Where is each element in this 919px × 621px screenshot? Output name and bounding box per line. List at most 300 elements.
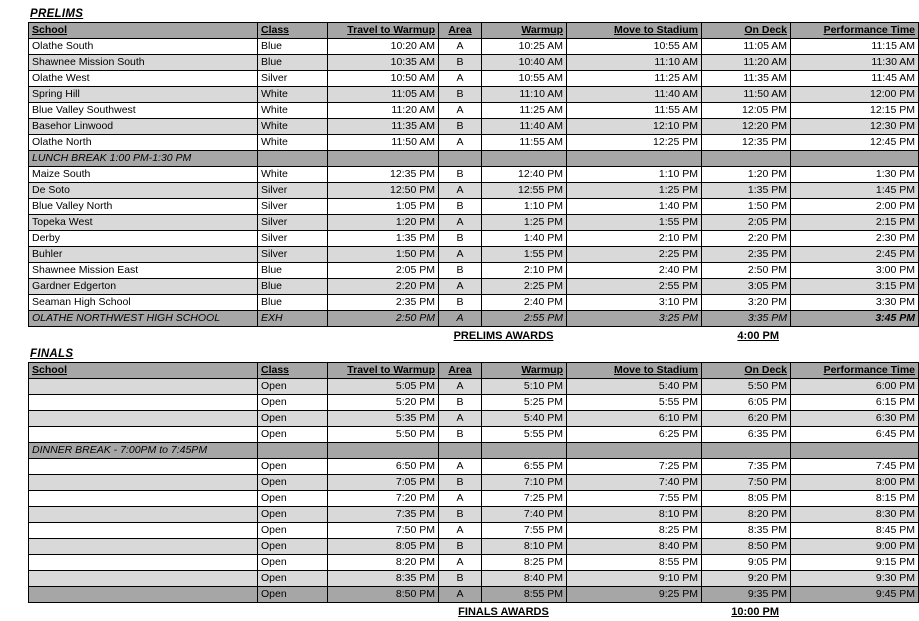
cell-class: Open — [258, 475, 328, 491]
cell-class: Silver — [258, 231, 328, 247]
cell-area: B — [439, 55, 482, 71]
cell-area: B — [439, 539, 482, 555]
finals-header-row — [29, 363, 919, 379]
table-row — [29, 571, 919, 587]
cell-performance-time: 9:15 PM — [791, 555, 919, 571]
column-header-warmup: Warmup — [482, 363, 567, 379]
column-header-move-to-stadium: Move to Stadium — [567, 363, 702, 379]
cell-on-deck: 2:05 PM — [702, 215, 791, 231]
finals-table-body — [29, 363, 919, 603]
cell-warmup: 8:55 PM — [482, 587, 567, 603]
cell-warmup: 2:40 PM — [482, 295, 567, 311]
cell-school: Basehor Linwood — [29, 119, 258, 135]
cell-performance-time: 9:00 PM — [791, 539, 919, 555]
table-row — [29, 379, 919, 395]
cell-travel-to-warmup: 11:05 AM — [328, 87, 439, 103]
cell-on-deck: 9:05 PM — [702, 555, 791, 571]
cell-warmup: 11:55 AM — [482, 135, 567, 151]
cell-on-deck: 8:50 PM — [702, 539, 791, 555]
cell-travel-to-warmup: 7:35 PM — [328, 507, 439, 523]
cell-performance-time: 3:45 PM — [791, 311, 919, 327]
cell-on-deck: 7:50 PM — [702, 475, 791, 491]
cell-class: Blue — [258, 279, 328, 295]
cell-travel-to-warmup: 2:05 PM — [328, 263, 439, 279]
cell-school — [29, 475, 258, 491]
cell-class: Blue — [258, 295, 328, 311]
cell-on-deck: 8:35 PM — [702, 523, 791, 539]
cell-area: A — [439, 587, 482, 603]
cell-warmup: 8:25 PM — [482, 555, 567, 571]
table-row — [29, 523, 919, 539]
finals-table — [28, 362, 919, 603]
cell-school: Topeka West — [29, 215, 258, 231]
cell-warmup: 7:25 PM — [482, 491, 567, 507]
cell-school — [29, 411, 258, 427]
cell-on-deck: 3:35 PM — [702, 311, 791, 327]
cell-travel-to-warmup: 11:50 AM — [328, 135, 439, 151]
cell-class: White — [258, 87, 328, 103]
cell-class: Blue — [258, 263, 328, 279]
cell-warmup: 2:55 PM — [482, 311, 567, 327]
cell-area: A — [439, 491, 482, 507]
cell-on-deck: 2:35 PM — [702, 247, 791, 263]
cell-class: Open — [258, 555, 328, 571]
break-row — [29, 151, 919, 167]
cell-move-to-stadium — [567, 443, 702, 459]
table-row — [29, 427, 919, 443]
cell-class: Silver — [258, 215, 328, 231]
cell-on-deck: 11:35 AM — [702, 71, 791, 87]
cell-area: B — [439, 295, 482, 311]
cell-move-to-stadium: 2:25 PM — [567, 247, 702, 263]
cell-performance-time: 8:00 PM — [791, 475, 919, 491]
cell-performance-time — [791, 443, 919, 459]
cell-performance-time: 6:45 PM — [791, 427, 919, 443]
cell-on-deck: 12:05 PM — [702, 103, 791, 119]
cell-on-deck: 8:05 PM — [702, 491, 791, 507]
cell-performance-time — [791, 151, 919, 167]
cell-warmup — [482, 443, 567, 459]
cell-school: Buhler — [29, 247, 258, 263]
cell-class — [258, 443, 328, 459]
cell-move-to-stadium: 6:25 PM — [567, 427, 702, 443]
cell-warmup: 7:10 PM — [482, 475, 567, 491]
cell-on-deck: 11:05 AM — [702, 39, 791, 55]
table-row — [29, 411, 919, 427]
cell-travel-to-warmup: 8:20 PM — [328, 555, 439, 571]
cell-move-to-stadium: 1:25 PM — [567, 183, 702, 199]
cell-performance-time: 6:30 PM — [791, 411, 919, 427]
cell-warmup: 12:55 PM — [482, 183, 567, 199]
cell-warmup: 1:25 PM — [482, 215, 567, 231]
table-row — [29, 247, 919, 263]
column-header-performance-time: Performance Time — [791, 23, 919, 39]
cell-move-to-stadium: 7:25 PM — [567, 459, 702, 475]
prelims-section — [28, 8, 919, 345]
cell-area: B — [439, 571, 482, 587]
cell-school — [29, 571, 258, 587]
prelims-table-body — [29, 23, 919, 327]
cell-travel-to-warmup — [328, 443, 439, 459]
cell-performance-time: 6:00 PM — [791, 379, 919, 395]
cell-school: OLATHE NORTHWEST HIGH SCHOOL — [29, 311, 258, 327]
table-row — [29, 311, 919, 327]
cell-move-to-stadium: 1:40 PM — [567, 199, 702, 215]
cell-school — [29, 523, 258, 539]
column-header-move-to-stadium: Move to Stadium — [567, 23, 702, 39]
cell-area: A — [439, 183, 482, 199]
cell-performance-time: 12:30 PM — [791, 119, 919, 135]
cell-area: B — [439, 167, 482, 183]
cell-school: De Soto — [29, 183, 258, 199]
cell-area — [439, 443, 482, 459]
cell-class: EXH — [258, 311, 328, 327]
cell-class: White — [258, 119, 328, 135]
table-row — [29, 459, 919, 475]
cell-school: Olathe North — [29, 135, 258, 151]
cell-school — [29, 395, 258, 411]
column-header-warmup: Warmup — [482, 23, 567, 39]
cell-performance-time: 2:30 PM — [791, 231, 919, 247]
cell-move-to-stadium: 9:10 PM — [567, 571, 702, 587]
column-header-on-deck: On Deck — [702, 363, 791, 379]
cell-area: B — [439, 199, 482, 215]
cell-performance-time: 9:45 PM — [791, 587, 919, 603]
cell-travel-to-warmup: 2:20 PM — [328, 279, 439, 295]
cell-travel-to-warmup: 10:35 AM — [328, 55, 439, 71]
cell-area: B — [439, 87, 482, 103]
prelims-header-row — [29, 23, 919, 39]
cell-move-to-stadium: 8:25 PM — [567, 523, 702, 539]
cell-performance-time: 11:30 AM — [791, 55, 919, 71]
cell-travel-to-warmup: 11:35 AM — [328, 119, 439, 135]
cell-class: Open — [258, 491, 328, 507]
cell-move-to-stadium: 11:40 AM — [567, 87, 702, 103]
cell-warmup: 11:25 AM — [482, 103, 567, 119]
cell-class: Open — [258, 427, 328, 443]
cell-on-deck: 8:20 PM — [702, 507, 791, 523]
cell-school: Blue Valley Southwest — [29, 103, 258, 119]
prelims-title: PRELIMS — [30, 8, 84, 20]
cell-warmup: 5:25 PM — [482, 395, 567, 411]
cell-travel-to-warmup: 2:50 PM — [328, 311, 439, 327]
cell-move-to-stadium: 8:55 PM — [567, 555, 702, 571]
cell-school — [29, 507, 258, 523]
cell-on-deck: 2:20 PM — [702, 231, 791, 247]
cell-travel-to-warmup: 5:20 PM — [328, 395, 439, 411]
cell-school: DINNER BREAK - 7:00PM to 7:45PM — [29, 443, 258, 459]
cell-performance-time: 12:45 PM — [791, 135, 919, 151]
cell-warmup: 10:55 AM — [482, 71, 567, 87]
table-row — [29, 395, 919, 411]
column-header-travel-to-warmup: Travel to Warmup — [328, 23, 439, 39]
cell-performance-time: 2:15 PM — [791, 215, 919, 231]
cell-move-to-stadium: 1:10 PM — [567, 167, 702, 183]
cell-warmup: 5:10 PM — [482, 379, 567, 395]
prelims-table-wrap — [28, 22, 919, 327]
cell-warmup: 11:40 AM — [482, 119, 567, 135]
cell-school — [29, 427, 258, 443]
cell-warmup: 5:55 PM — [482, 427, 567, 443]
cell-travel-to-warmup: 2:35 PM — [328, 295, 439, 311]
cell-travel-to-warmup: 7:05 PM — [328, 475, 439, 491]
cell-school — [29, 459, 258, 475]
cell-class: Silver — [258, 199, 328, 215]
cell-class: Silver — [258, 247, 328, 263]
table-row — [29, 199, 919, 215]
cell-move-to-stadium: 8:10 PM — [567, 507, 702, 523]
cell-area: B — [439, 395, 482, 411]
cell-on-deck: 12:20 PM — [702, 119, 791, 135]
cell-move-to-stadium: 11:10 AM — [567, 55, 702, 71]
cell-travel-to-warmup: 1:35 PM — [328, 231, 439, 247]
cell-class: White — [258, 135, 328, 151]
cell-school: Shawnee Mission East — [29, 263, 258, 279]
cell-travel-to-warmup: 10:20 AM — [328, 39, 439, 55]
cell-performance-time: 2:00 PM — [791, 199, 919, 215]
table-row — [29, 491, 919, 507]
finals-table-wrap — [28, 362, 919, 603]
cell-class: Open — [258, 539, 328, 555]
cell-area: B — [439, 263, 482, 279]
cell-travel-to-warmup: 5:05 PM — [328, 379, 439, 395]
cell-class: Open — [258, 571, 328, 587]
column-header-performance-time: Performance Time — [791, 363, 919, 379]
cell-on-deck: 11:20 AM — [702, 55, 791, 71]
cell-school: Seaman High School — [29, 295, 258, 311]
column-header-class: Class — [258, 23, 328, 39]
cell-warmup: 11:10 AM — [482, 87, 567, 103]
cell-warmup: 12:40 PM — [482, 167, 567, 183]
cell-school — [29, 539, 258, 555]
cell-on-deck: 11:50 AM — [702, 87, 791, 103]
cell-area: A — [439, 523, 482, 539]
cell-class: Open — [258, 395, 328, 411]
cell-class: Open — [258, 507, 328, 523]
cell-travel-to-warmup: 1:05 PM — [328, 199, 439, 215]
cell-on-deck: 9:35 PM — [702, 587, 791, 603]
cell-performance-time: 1:30 PM — [791, 167, 919, 183]
cell-area: A — [439, 459, 482, 475]
cell-travel-to-warmup: 7:50 PM — [328, 523, 439, 539]
cell-performance-time: 6:15 PM — [791, 395, 919, 411]
cell-performance-time: 1:45 PM — [791, 183, 919, 199]
cell-school: Blue Valley North — [29, 199, 258, 215]
cell-travel-to-warmup: 11:20 AM — [328, 103, 439, 119]
cell-school — [29, 491, 258, 507]
column-header-area: Area — [439, 23, 482, 39]
cell-move-to-stadium: 3:10 PM — [567, 295, 702, 311]
break-row — [29, 443, 919, 459]
cell-area: A — [439, 71, 482, 87]
cell-travel-to-warmup: 10:50 AM — [328, 71, 439, 87]
cell-on-deck: 3:05 PM — [702, 279, 791, 295]
cell-performance-time: 9:30 PM — [791, 571, 919, 587]
table-row — [29, 475, 919, 491]
cell-school — [29, 587, 258, 603]
cell-school — [29, 379, 258, 395]
cell-move-to-stadium: 5:40 PM — [567, 379, 702, 395]
table-row — [29, 87, 919, 103]
cell-travel-to-warmup: 6:50 PM — [328, 459, 439, 475]
cell-move-to-stadium: 2:55 PM — [567, 279, 702, 295]
cell-warmup: 1:10 PM — [482, 199, 567, 215]
cell-warmup: 10:25 AM — [482, 39, 567, 55]
cell-class: Blue — [258, 39, 328, 55]
cell-move-to-stadium: 12:25 PM — [567, 135, 702, 151]
cell-warmup: 2:10 PM — [482, 263, 567, 279]
cell-performance-time: 11:45 AM — [791, 71, 919, 87]
cell-area: A — [439, 215, 482, 231]
cell-class: Open — [258, 523, 328, 539]
cell-warmup: 2:25 PM — [482, 279, 567, 295]
finals-section — [28, 348, 919, 621]
table-row — [29, 279, 919, 295]
table-row — [29, 263, 919, 279]
table-row — [29, 587, 919, 603]
cell-on-deck: 5:50 PM — [702, 379, 791, 395]
table-row — [29, 231, 919, 247]
finals-awards-label: FINALS AWARDS — [458, 606, 549, 618]
column-header-school: School — [29, 363, 258, 379]
cell-on-deck — [702, 151, 791, 167]
column-header-travel-to-warmup: Travel to Warmup — [328, 363, 439, 379]
cell-warmup: 10:40 AM — [482, 55, 567, 71]
cell-performance-time: 7:45 PM — [791, 459, 919, 475]
cell-class: Open — [258, 379, 328, 395]
cell-on-deck: 9:20 PM — [702, 571, 791, 587]
cell-class: Silver — [258, 183, 328, 199]
cell-area: B — [439, 507, 482, 523]
cell-area: A — [439, 135, 482, 151]
finals-awards-row — [28, 603, 782, 621]
cell-area — [439, 151, 482, 167]
cell-travel-to-warmup: 5:50 PM — [328, 427, 439, 443]
cell-travel-to-warmup: 8:50 PM — [328, 587, 439, 603]
cell-move-to-stadium: 5:55 PM — [567, 395, 702, 411]
cell-travel-to-warmup: 12:50 PM — [328, 183, 439, 199]
cell-travel-to-warmup: 1:50 PM — [328, 247, 439, 263]
column-header-class: Class — [258, 363, 328, 379]
table-row — [29, 215, 919, 231]
cell-travel-to-warmup: 8:35 PM — [328, 571, 439, 587]
cell-performance-time: 11:15 AM — [791, 39, 919, 55]
cell-warmup: 8:10 PM — [482, 539, 567, 555]
cell-school: Spring Hill — [29, 87, 258, 103]
cell-area: B — [439, 119, 482, 135]
cell-class: White — [258, 167, 328, 183]
cell-performance-time: 3:30 PM — [791, 295, 919, 311]
table-row — [29, 555, 919, 571]
cell-warmup: 6:55 PM — [482, 459, 567, 475]
cell-on-deck: 6:35 PM — [702, 427, 791, 443]
cell-class — [258, 151, 328, 167]
table-row — [29, 295, 919, 311]
cell-warmup — [482, 151, 567, 167]
cell-school: Gardner Edgerton — [29, 279, 258, 295]
cell-move-to-stadium: 11:25 AM — [567, 71, 702, 87]
cell-performance-time: 12:00 PM — [791, 87, 919, 103]
cell-on-deck: 6:20 PM — [702, 411, 791, 427]
table-row — [29, 71, 919, 87]
cell-move-to-stadium: 7:55 PM — [567, 491, 702, 507]
cell-school: Derby — [29, 231, 258, 247]
cell-on-deck: 1:50 PM — [702, 199, 791, 215]
prelims-awards-label: PRELIMS AWARDS — [453, 330, 554, 342]
cell-warmup: 7:55 PM — [482, 523, 567, 539]
cell-area: B — [439, 475, 482, 491]
cell-school: Olathe West — [29, 71, 258, 87]
cell-class: Open — [258, 587, 328, 603]
column-header-on-deck: On Deck — [702, 23, 791, 39]
cell-area: A — [439, 103, 482, 119]
cell-class: Open — [258, 459, 328, 475]
cell-school: Shawnee Mission South — [29, 55, 258, 71]
cell-warmup: 5:40 PM — [482, 411, 567, 427]
cell-move-to-stadium: 2:10 PM — [567, 231, 702, 247]
cell-travel-to-warmup: 1:20 PM — [328, 215, 439, 231]
cell-area: A — [439, 411, 482, 427]
cell-class: Open — [258, 411, 328, 427]
cell-school: Olathe South — [29, 39, 258, 55]
cell-travel-to-warmup: 5:35 PM — [328, 411, 439, 427]
cell-move-to-stadium: 9:25 PM — [567, 587, 702, 603]
finals-title: FINALS — [30, 348, 74, 360]
cell-performance-time: 8:45 PM — [791, 523, 919, 539]
cell-area: B — [439, 231, 482, 247]
table-row — [29, 539, 919, 555]
cell-move-to-stadium: 8:40 PM — [567, 539, 702, 555]
cell-travel-to-warmup: 12:35 PM — [328, 167, 439, 183]
cell-performance-time: 12:15 PM — [791, 103, 919, 119]
table-row — [29, 167, 919, 183]
prelims-awards-row — [28, 327, 782, 345]
cell-travel-to-warmup: 8:05 PM — [328, 539, 439, 555]
cell-on-deck: 2:50 PM — [702, 263, 791, 279]
cell-move-to-stadium: 7:40 PM — [567, 475, 702, 491]
cell-area: A — [439, 555, 482, 571]
cell-area: A — [439, 247, 482, 263]
cell-school: Maize South — [29, 167, 258, 183]
table-row — [29, 135, 919, 151]
cell-on-deck: 1:35 PM — [702, 183, 791, 199]
table-row — [29, 183, 919, 199]
cell-area: A — [439, 39, 482, 55]
cell-travel-to-warmup — [328, 151, 439, 167]
cell-move-to-stadium: 1:55 PM — [567, 215, 702, 231]
table-row — [29, 55, 919, 71]
cell-move-to-stadium: 6:10 PM — [567, 411, 702, 427]
cell-move-to-stadium — [567, 151, 702, 167]
cell-class: White — [258, 103, 328, 119]
table-row — [29, 39, 919, 55]
prelims-awards-time: 4:00 PM — [737, 330, 779, 342]
cell-area: A — [439, 279, 482, 295]
cell-area: B — [439, 427, 482, 443]
cell-on-deck: 6:05 PM — [702, 395, 791, 411]
cell-performance-time: 2:45 PM — [791, 247, 919, 263]
cell-on-deck: 3:20 PM — [702, 295, 791, 311]
finals-awards-time: 10:00 PM — [731, 606, 779, 618]
cell-performance-time: 8:15 PM — [791, 491, 919, 507]
cell-warmup: 1:40 PM — [482, 231, 567, 247]
cell-on-deck: 7:35 PM — [702, 459, 791, 475]
cell-area: A — [439, 311, 482, 327]
cell-move-to-stadium: 2:40 PM — [567, 263, 702, 279]
cell-performance-time: 8:30 PM — [791, 507, 919, 523]
cell-on-deck — [702, 443, 791, 459]
cell-warmup: 8:40 PM — [482, 571, 567, 587]
